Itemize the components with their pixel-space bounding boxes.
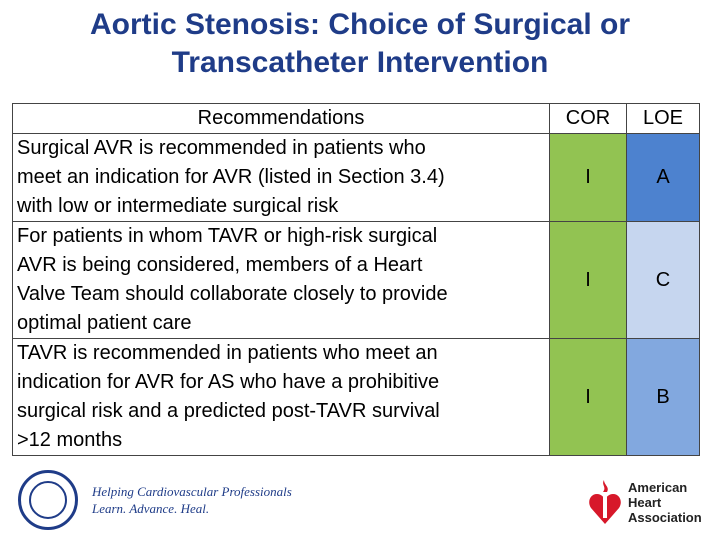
title-line-2: Transcatheter Intervention — [171, 46, 549, 79]
aha-footer — [588, 478, 702, 526]
table-row — [13, 222, 700, 339]
recommendations-table — [12, 103, 700, 456]
table-header-row — [13, 104, 700, 134]
aha-line-3: Association — [628, 509, 702, 525]
recommendation-line: Valve Team should collaborate closely to provide — [17, 283, 448, 305]
aha-line-2: Heart — [628, 494, 662, 510]
table-row — [13, 134, 700, 222]
acc-footer — [18, 470, 292, 530]
aha-heart-torch-icon — [588, 478, 622, 526]
recommendation-line: Surgical AVR is recommended in patients who — [17, 137, 426, 159]
aha-wordmark — [628, 480, 702, 525]
slide-title — [0, 6, 720, 82]
recommendation-text — [13, 339, 550, 456]
acc-tagline — [92, 483, 292, 517]
header-cor: COR — [550, 104, 627, 134]
aha-line-1: American — [628, 479, 688, 495]
header-recommendations: Recommendations — [13, 104, 550, 134]
recommendation-text — [13, 134, 550, 222]
cor-cell: I — [550, 339, 627, 456]
table-row — [13, 339, 700, 456]
loe-cell: A — [627, 134, 700, 222]
loe-cell: C — [627, 222, 700, 339]
recommendation-line: AVR is being considered, members of a Heart — [17, 254, 423, 276]
title-line-1: Aortic Stenosis: Choice of Surgical or — [89, 8, 631, 41]
cor-cell: I — [550, 134, 627, 222]
loe-cell: B — [627, 339, 700, 456]
recommendation-line: TAVR is recommended in patients who meet an — [17, 342, 438, 364]
acc-tagline-line-2: Learn. Advance. Heal. — [92, 501, 210, 516]
recommendation-line: indication for AVR for AS who have a prohibitive — [17, 371, 440, 393]
recommendation-line: For patients in whom TAVR or high-risk surgical — [17, 225, 438, 247]
acc-tagline-line-1: Helping Cardiovascular Professionals — [92, 484, 292, 499]
header-loe: LOE — [627, 104, 700, 134]
cor-cell: I — [550, 222, 627, 339]
recommendation-text — [13, 222, 550, 339]
recommendation-line: with low or intermediate surgical risk — [17, 195, 339, 217]
recommendation-line: optimal patient care — [17, 312, 192, 334]
acc-seal-icon — [18, 470, 78, 530]
recommendation-line: meet an indication for AVR (listed in Section 3.4) — [17, 166, 445, 188]
recommendation-line: surgical risk and a predicted post-TAVR survival — [17, 400, 440, 422]
recommendation-line: >12 months — [17, 429, 123, 451]
acc-seal-inner — [29, 481, 67, 519]
